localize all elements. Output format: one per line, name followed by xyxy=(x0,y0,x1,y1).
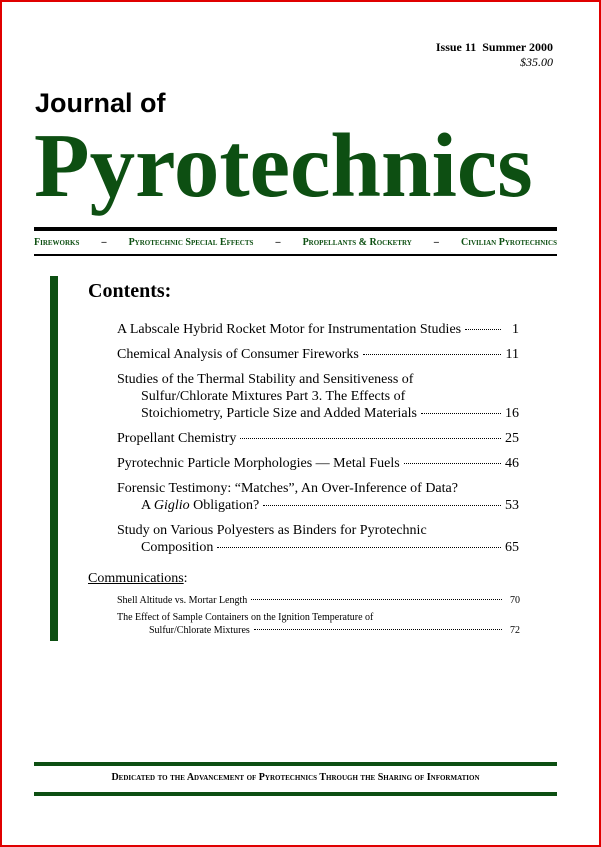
toc-entry[interactable] xyxy=(117,371,519,422)
subject-separator: – xyxy=(101,237,107,248)
dot-leader xyxy=(363,354,501,355)
toc-title-cont: Sulfur/Chlorate Mixtures Part 3. The Effects of xyxy=(141,389,406,404)
dot-leader xyxy=(240,438,501,439)
footer-rule-top xyxy=(34,762,557,766)
dot-leader xyxy=(465,329,501,330)
toc-title: A Labscale Hybrid Rocket Motor for Instrumentation Studies xyxy=(117,322,462,337)
subject-fireworks: Fireworks xyxy=(34,237,80,248)
toc-page: 65 xyxy=(505,540,519,555)
toc-entry[interactable] xyxy=(117,480,519,514)
toc-entry[interactable] xyxy=(117,346,519,363)
subject-civilian: Civilian Pyrotechnics xyxy=(461,237,557,248)
issue-line: Issue 11 Summer 2000 xyxy=(435,40,553,54)
toc-text: Obligation? xyxy=(189,498,260,513)
comm-title: The Effect of Sample Containers on the Ignition Temperature of xyxy=(117,612,374,623)
comm-title-cont: Sulfur/Chlorate Mixtures xyxy=(149,625,250,636)
contents-heading: Contents: xyxy=(88,280,172,302)
communications-heading xyxy=(88,571,188,587)
subject-propellants: Propellants & Rocketry xyxy=(302,237,412,248)
dot-leader xyxy=(254,629,502,630)
toc-entry[interactable] xyxy=(117,430,519,447)
comm-entry[interactable] xyxy=(117,594,520,607)
dot-leader xyxy=(404,463,501,464)
toc-title-cont xyxy=(141,497,259,514)
toc-page: 46 xyxy=(505,456,519,471)
subject-separator: – xyxy=(433,237,439,248)
dot-leader xyxy=(421,413,501,414)
comm-page: 70 xyxy=(510,595,520,606)
dot-leader xyxy=(263,505,501,506)
contents-side-bar xyxy=(50,276,58,641)
toc-title-cont: Stoichiometry, Particle Size and Added Materials xyxy=(141,406,417,421)
dot-leader xyxy=(251,599,502,600)
table-of-contents xyxy=(117,321,519,556)
footer-rule-bottom xyxy=(34,792,557,796)
comm-entry[interactable] xyxy=(117,611,520,637)
toc-page: 1 xyxy=(512,322,519,337)
toc-page: 16 xyxy=(505,406,519,421)
toc-title: Forensic Testimony: “Matches”, An Over-Inference of Data? xyxy=(117,481,458,496)
toc-title: Studies of the Thermal Stability and Sensitiveness of xyxy=(117,372,414,387)
dot-leader xyxy=(217,547,501,548)
issue-price: $35.00 xyxy=(520,55,553,69)
subject-banner xyxy=(34,237,557,248)
masthead-title: Pyrotechnics xyxy=(34,115,533,216)
comm-title: Shell Altitude vs. Mortar Length xyxy=(117,595,248,606)
toc-title: Propellant Chemistry xyxy=(117,431,237,446)
issue-info xyxy=(436,40,553,70)
toc-entry[interactable] xyxy=(117,522,519,556)
toc-title-cont: Composition xyxy=(141,540,214,555)
communications-list xyxy=(117,594,520,637)
subject-separator: – xyxy=(275,237,281,248)
comm-page: 72 xyxy=(510,625,520,636)
toc-page: 53 xyxy=(505,498,519,513)
toc-text: A xyxy=(141,498,154,513)
subject-special-effects: Pyrotechnic Special Effects xyxy=(128,237,254,248)
subject-rule xyxy=(34,254,557,256)
toc-entry[interactable] xyxy=(117,455,519,472)
toc-title: Pyrotechnic Particle Morphologies — Metal Fuels xyxy=(117,456,400,471)
toc-page: 11 xyxy=(505,347,519,362)
dedication: Dedicated to the Advancement of Pyrotechnics Through the Sharing of Information xyxy=(111,772,480,783)
communications-heading-text: Communications xyxy=(88,571,184,586)
toc-italic: Giglio xyxy=(153,498,190,513)
communications-colon: : xyxy=(183,571,188,586)
toc-title: Chemical Analysis of Consumer Fireworks xyxy=(117,347,359,362)
toc-page: 25 xyxy=(505,431,519,446)
masthead-prefix: Journal of xyxy=(35,88,166,118)
toc-title: Study on Various Polyesters as Binders for Pyrotechnic xyxy=(117,523,427,538)
top-rule xyxy=(34,227,557,231)
toc-entry[interactable] xyxy=(117,321,519,338)
